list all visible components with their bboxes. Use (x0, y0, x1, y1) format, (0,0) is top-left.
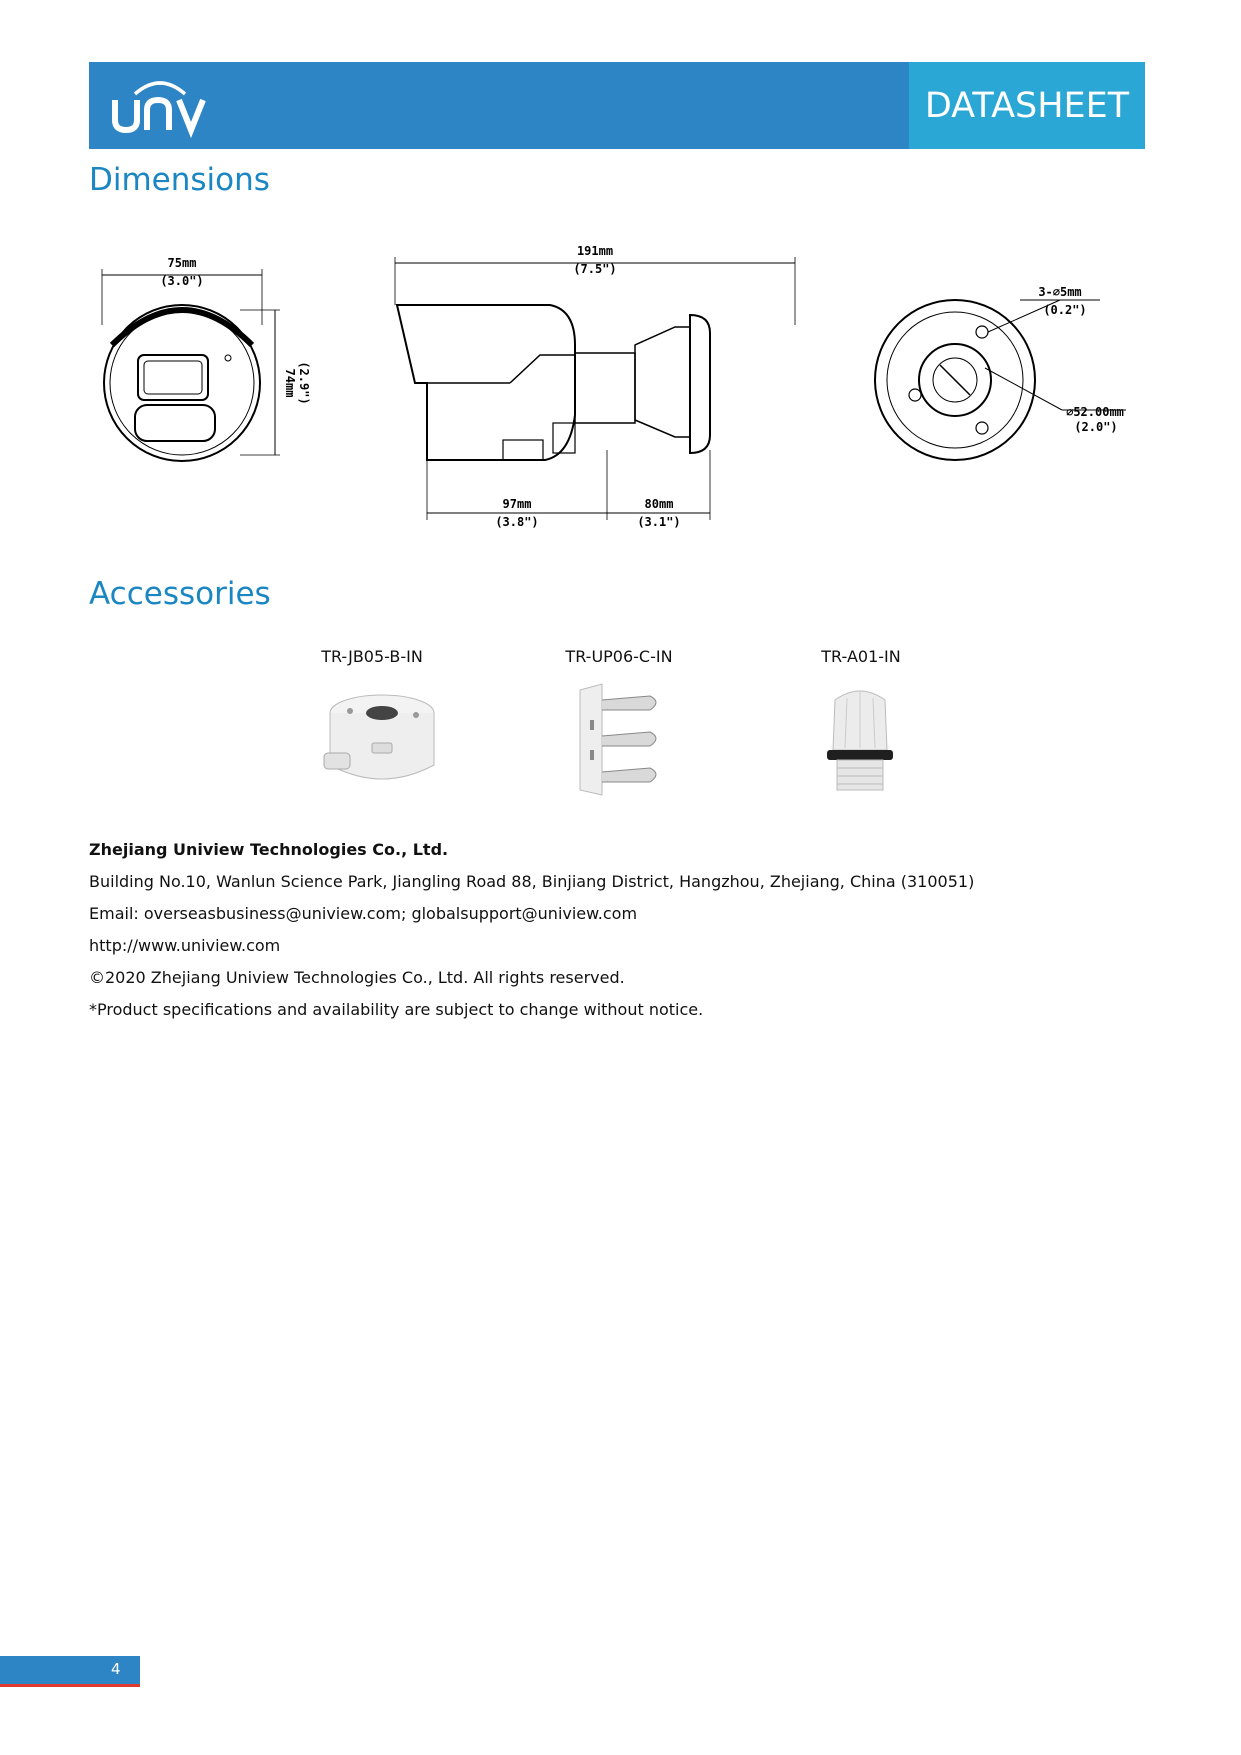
dimensions-heading: Dimensions (89, 162, 270, 198)
company-name: Zhejiang Uniview Technologies Co., Ltd. (89, 840, 449, 859)
copyright-notice: ©2020 Zhejiang Uniview Technologies Co., Ltd. All rights reserved. (89, 968, 625, 987)
rear-view-drawing (870, 285, 1150, 475)
contact-email: Email: overseasbusiness@uniview.com; globalsupport@uniview.com (89, 904, 638, 923)
header-banner (89, 62, 1145, 149)
website-link[interactable]: http://www.uniview.com (89, 936, 281, 955)
page-number: 4 (111, 1660, 121, 1678)
spec-disclaimer: *Product specifications and availability are subject to change without notice. (89, 1000, 704, 1019)
front-height-inch-label: (2.9") (297, 361, 311, 405)
accessories-heading: Accessories (89, 576, 271, 612)
front-view-drawing (90, 255, 311, 475)
rear-hole-inch-label: (0.2") (1043, 303, 1087, 317)
front-height-label: 74mm (283, 368, 297, 398)
side-mount-label: 80mm (644, 497, 674, 511)
unv-logo (105, 74, 215, 138)
page-number-box (0, 1656, 140, 1687)
cable-gland-image (815, 680, 905, 800)
front-width-label: 75mm (167, 256, 197, 270)
side-length-label: 191mm (576, 244, 614, 258)
side-body-label: 97mm (502, 497, 532, 511)
front-width-inch-label: (3.0") (160, 274, 204, 288)
rear-circle-label: ∅52.00mm (1066, 405, 1124, 419)
rear-circle-inch-label: (2.0") (1074, 420, 1118, 434)
side-view-drawing (385, 245, 815, 530)
pole-mount-image (570, 680, 680, 800)
accessory-label-junction-box: TR-JB05-B-IN (321, 647, 423, 666)
datasheet-label: DATASHEET (924, 85, 1130, 126)
side-body-inch-label: (3.8") (495, 515, 539, 529)
datasheet-badge (909, 62, 1145, 149)
side-mount-inch-label: (3.1") (637, 515, 681, 529)
company-address: Building No.10, Wanlun Science Park, Jiangling Road 88, Binjiang District, Hangzhou, Zhejiang, China (310051) (89, 872, 975, 891)
accessory-label-pole-mount: TR-UP06-C-IN (565, 647, 673, 666)
accessory-label-cable-gland: TR-A01-IN (821, 647, 901, 666)
rear-hole-label: 3-∅5mm (1038, 285, 1082, 299)
junction-box-image (320, 685, 440, 795)
side-length-inch-label: (7.5") (573, 262, 617, 276)
